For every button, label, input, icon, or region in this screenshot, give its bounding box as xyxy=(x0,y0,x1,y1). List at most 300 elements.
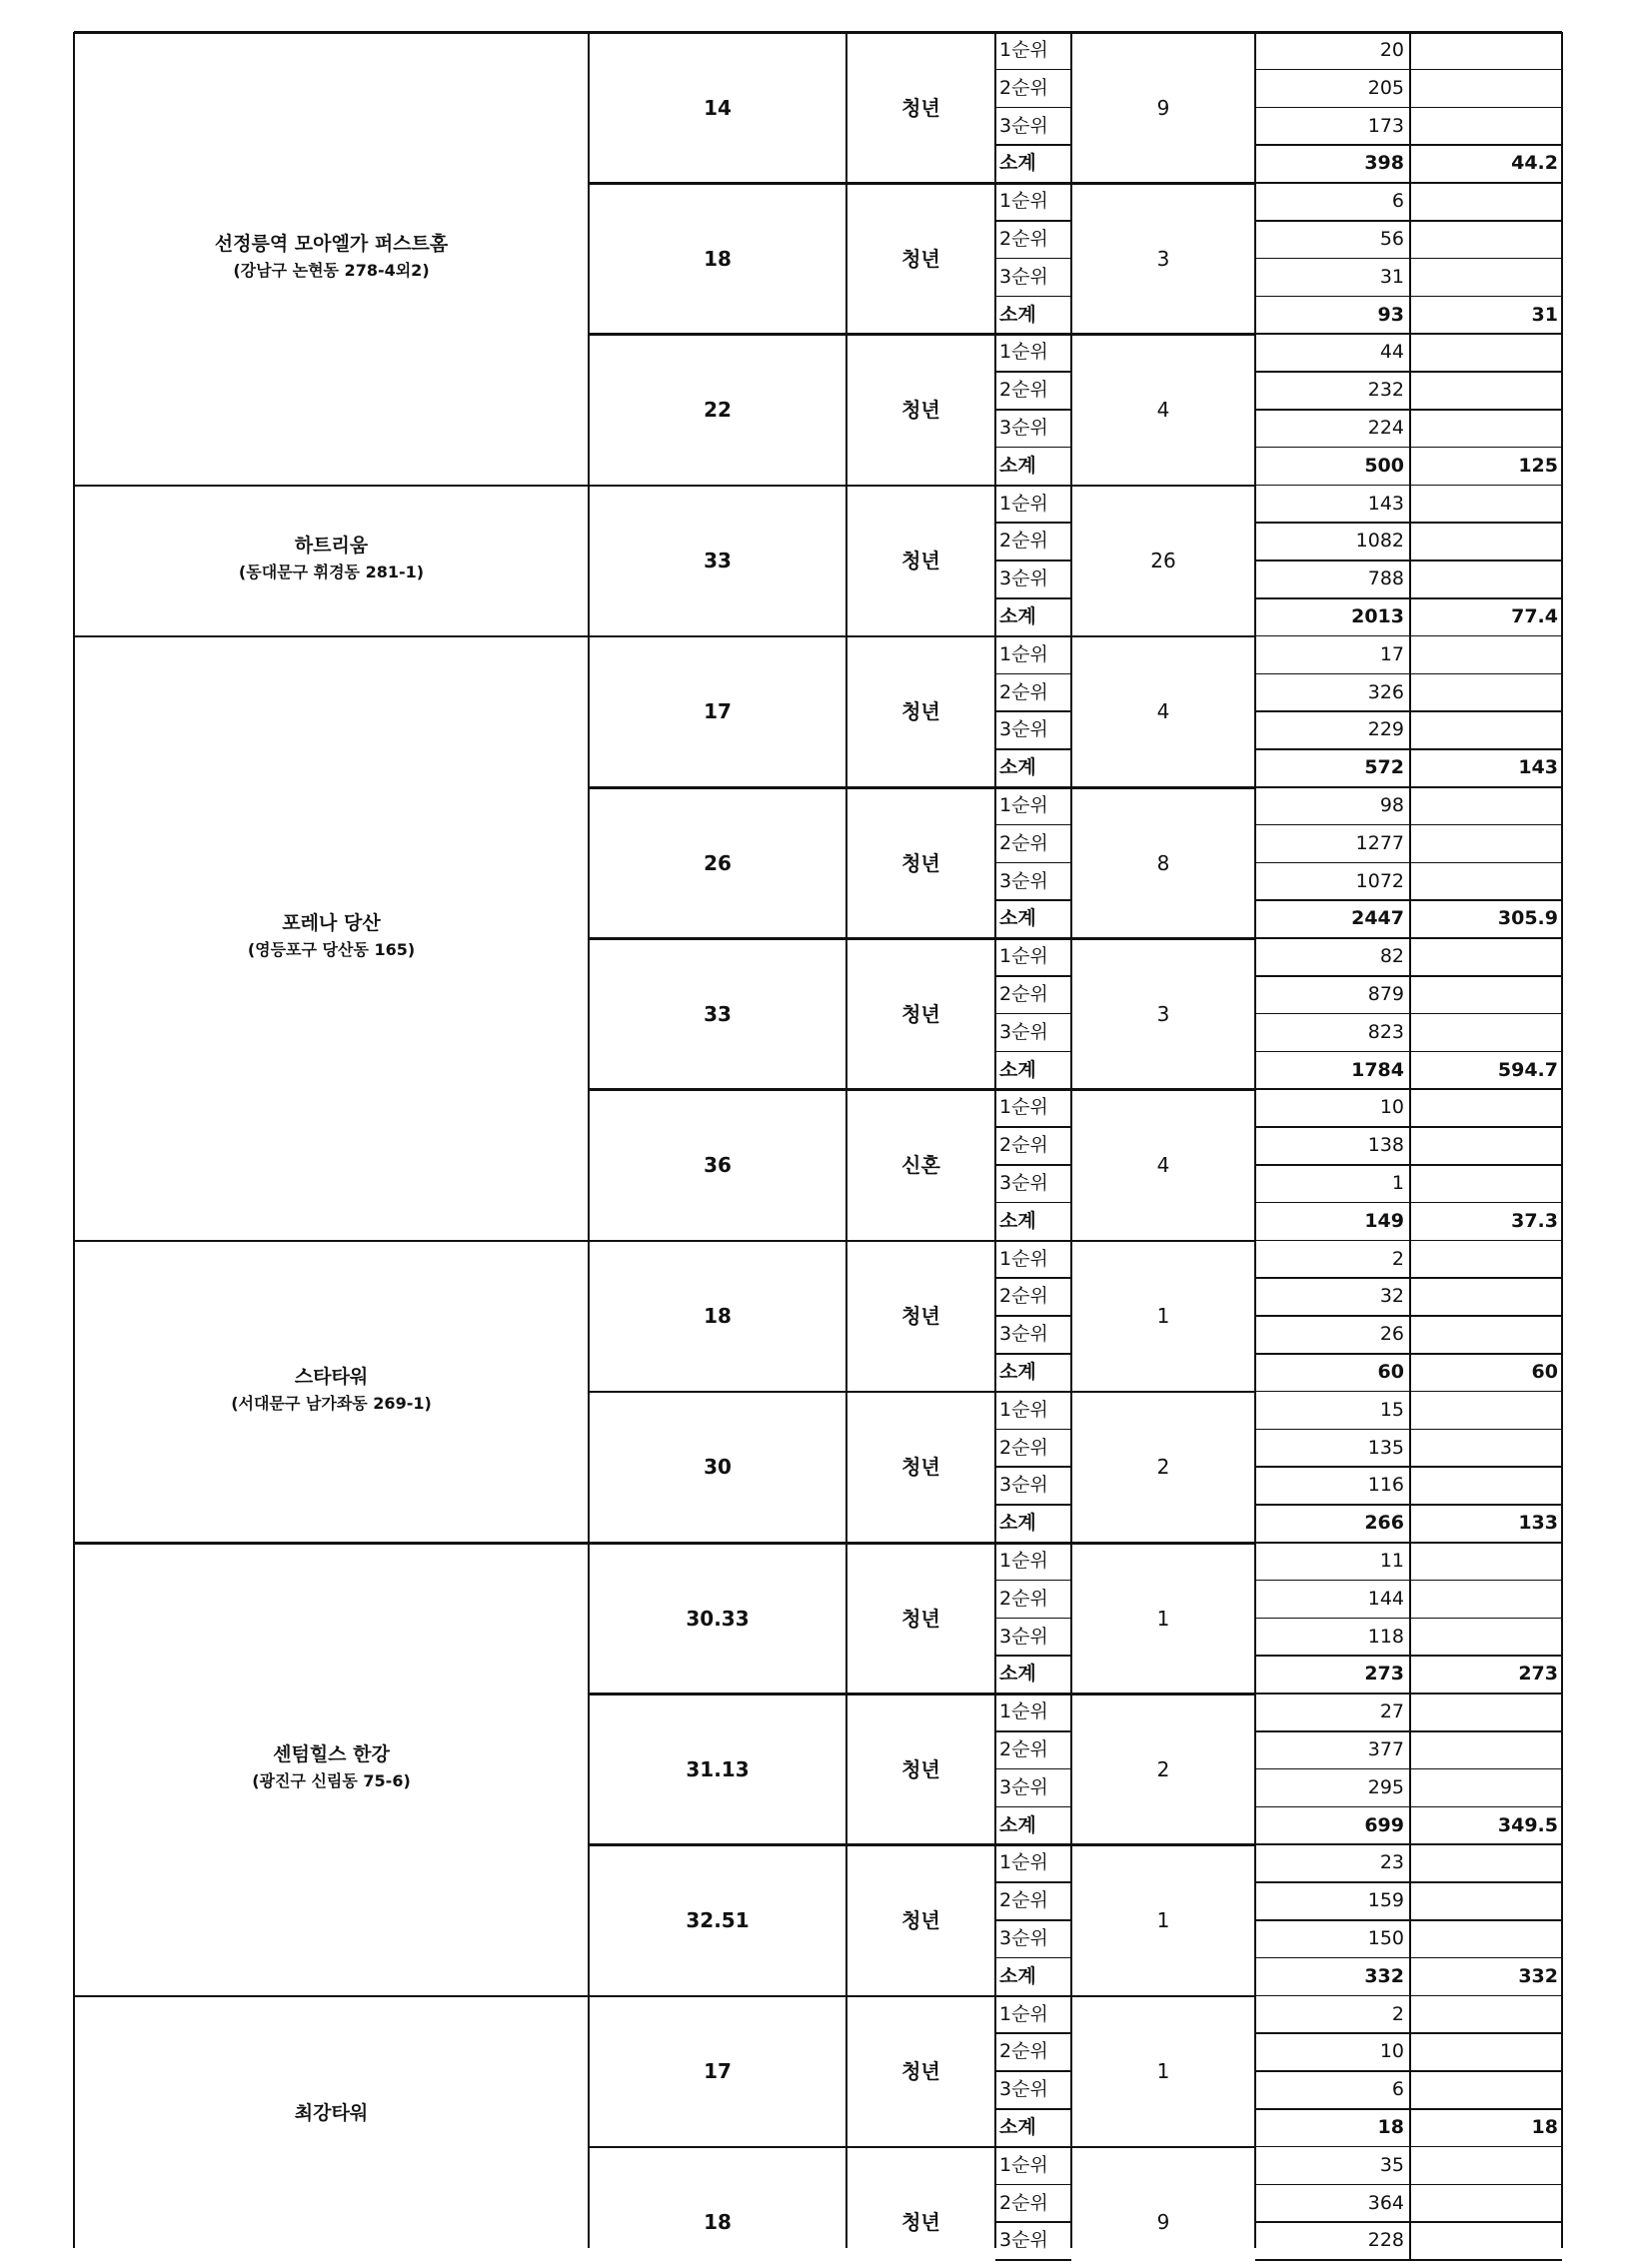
unit-area: 32.51 xyxy=(686,1908,750,1932)
applicant-count: 10 xyxy=(1379,1096,1404,1119)
competition-ratio: 349.5 xyxy=(1497,1813,1558,1836)
unit-count: 2 xyxy=(1156,1455,1170,1480)
ratio-col-rule xyxy=(1409,976,1411,1014)
unit-count: 1 xyxy=(1156,1908,1170,1932)
unit-border xyxy=(589,635,1255,638)
supply-type: 청년 xyxy=(901,95,940,120)
applicant-count: 23 xyxy=(1379,1851,1404,1874)
rank-label: 1순위 xyxy=(999,2002,1048,2025)
applicant-count: 364 xyxy=(1367,2191,1404,2214)
unit-border xyxy=(589,1088,1255,1091)
rank-row-rule xyxy=(995,1353,1071,1355)
table-top-border xyxy=(74,31,1562,34)
unit-border xyxy=(589,485,1255,488)
subtotal-label: 소계 xyxy=(999,2116,1036,2138)
competition-ratio: 125 xyxy=(1518,454,1558,477)
rank-row-rule xyxy=(995,2070,1071,2072)
rank-label: 3순위 xyxy=(999,567,1048,590)
rank-label: 3순위 xyxy=(999,1775,1048,1798)
rank-row-rule xyxy=(995,2108,1071,2110)
rank-label: 3순위 xyxy=(999,1020,1048,1043)
applicant-count: 31 xyxy=(1379,265,1404,288)
ratio-col-rule xyxy=(1409,2109,1411,2147)
ratio-col-rule xyxy=(1409,1694,1411,1731)
complex-name: 선정릉역 모아엘가 퍼스트홈 xyxy=(214,232,449,255)
ratio-col-rule xyxy=(1409,1581,1411,1619)
ratio-col-rule xyxy=(1409,410,1411,448)
unit-border xyxy=(589,1542,1255,1545)
applicant-count: 6 xyxy=(1391,190,1404,213)
rank-label: 3순위 xyxy=(999,1474,1048,1497)
vertical-rule xyxy=(1070,32,1072,2248)
complex-name: 하트리움 xyxy=(294,535,369,558)
rank-row-rule xyxy=(995,710,1071,712)
rank-row-rule xyxy=(995,2221,1071,2223)
rank-label: 3순위 xyxy=(999,1323,1048,1346)
rank-label: 1순위 xyxy=(999,341,1048,364)
competition-ratio: 273 xyxy=(1518,1663,1558,1686)
rank-label: 2순위 xyxy=(999,1436,1048,1459)
subtotal-value: 1784 xyxy=(1351,1058,1404,1081)
supply-type: 청년 xyxy=(901,2210,940,2235)
ratio-col-rule xyxy=(1409,749,1411,787)
group-border xyxy=(74,1240,589,1243)
subtotal-label: 소계 xyxy=(999,454,1036,477)
ratio-col-rule xyxy=(1409,70,1411,108)
complex-address: (영등포구 당산동 165) xyxy=(247,940,416,960)
rank-row-rule xyxy=(995,1580,1071,1582)
rank-row-rule xyxy=(995,447,1071,449)
unit-area: 30.33 xyxy=(686,1606,750,1631)
rank-row-rule xyxy=(995,1655,1071,1657)
complex-name: 센텀힐스 한강 xyxy=(273,1742,390,1765)
rank-row-rule xyxy=(995,1051,1071,1053)
rank-label: 3순위 xyxy=(999,1927,1048,1949)
group-border xyxy=(74,635,589,638)
applicant-count: 788 xyxy=(1367,567,1404,590)
ratio-col-rule xyxy=(1409,523,1411,561)
ratio-col-rule xyxy=(1409,1920,1411,1958)
ratio-col-rule xyxy=(1409,1014,1411,1052)
ratio-col-rule xyxy=(1409,1996,1411,2034)
ratio-col-rule xyxy=(1409,1052,1411,1090)
applicant-count: 295 xyxy=(1367,1775,1404,1798)
group-border xyxy=(74,1542,589,1545)
subtotal-value: 60 xyxy=(1377,1361,1404,1383)
applicant-count: 232 xyxy=(1367,379,1404,402)
rank-label: 3순위 xyxy=(999,1625,1048,1648)
subtotal-value: 572 xyxy=(1364,756,1404,779)
unit-border xyxy=(589,182,1255,185)
applicant-count: 377 xyxy=(1367,1738,1404,1760)
applicant-count: 27 xyxy=(1379,1701,1404,1723)
ratio-col-rule xyxy=(1409,1467,1411,1505)
competition-ratio: 143 xyxy=(1518,756,1558,779)
rank-label: 1순위 xyxy=(999,2153,1048,2176)
rank-label: 2순위 xyxy=(999,831,1048,854)
applicant-count: 135 xyxy=(1367,1436,1404,1459)
rank-row-rule xyxy=(995,862,1071,864)
subtotal-label: 소계 xyxy=(999,1361,1036,1383)
ratio-col-rule xyxy=(1409,900,1411,938)
ratio-col-rule xyxy=(1409,711,1411,749)
ratio-col-rule xyxy=(1409,32,1411,70)
rank-label: 1순위 xyxy=(999,1398,1048,1421)
rank-label: 2순위 xyxy=(999,1134,1048,1157)
rank-row-rule xyxy=(995,748,1071,750)
applicant-count: 150 xyxy=(1367,1927,1404,1949)
rank-row-rule xyxy=(995,2032,1071,2034)
ratio-col-rule xyxy=(1409,1203,1411,1241)
rank-row-rule xyxy=(995,1277,1071,1279)
unit-count: 1 xyxy=(1156,1606,1170,1631)
applicant-count: 144 xyxy=(1367,1587,1404,1610)
rank-label: 1순위 xyxy=(999,1701,1048,1723)
rank-label: 3순위 xyxy=(999,2078,1048,2101)
applicant-count: 229 xyxy=(1367,718,1404,741)
unit-area: 18 xyxy=(704,1304,732,1329)
ratio-col-rule xyxy=(1409,1430,1411,1468)
rank-row-rule xyxy=(995,597,1071,599)
competition-ratio: 305.9 xyxy=(1497,907,1558,930)
applicant-count: 17 xyxy=(1379,642,1404,665)
ratio-col-rule xyxy=(1409,1241,1411,1279)
applicant-count: 82 xyxy=(1379,945,1404,968)
applicant-count: 159 xyxy=(1367,1889,1404,1912)
subtotal-label: 소계 xyxy=(999,1964,1036,1987)
ratio-col-rule xyxy=(1409,372,1411,410)
rank-row-rule xyxy=(995,296,1071,298)
supply-type: 청년 xyxy=(901,1001,940,1026)
unit-area: 14 xyxy=(704,95,732,120)
applicant-count: 224 xyxy=(1367,417,1404,439)
rank-label: 3순위 xyxy=(999,1172,1048,1194)
complex-address: (동대문구 휘경동 281-1) xyxy=(238,563,425,582)
unit-count: 26 xyxy=(1150,549,1176,573)
applicant-count: 2 xyxy=(1391,2002,1404,2025)
subtotal-label: 소계 xyxy=(999,907,1036,930)
ratio-col-rule xyxy=(1409,636,1411,674)
rank-label: 1순위 xyxy=(999,1247,1048,1270)
ratio-col-rule xyxy=(1409,1958,1411,1996)
rank-label: 3순위 xyxy=(999,417,1048,439)
rank-label: 3순위 xyxy=(999,114,1048,137)
rank-label: 2순위 xyxy=(999,2191,1048,2214)
group-border xyxy=(74,485,589,488)
applicant-count: 98 xyxy=(1379,794,1404,816)
unit-area: 33 xyxy=(704,1001,732,1026)
rank-row-rule xyxy=(995,1126,1071,1128)
ratio-col-rule xyxy=(1409,938,1411,976)
unit-area: 17 xyxy=(704,2059,732,2084)
complex-address: (서대문구 남가좌동 269-1) xyxy=(231,1393,432,1413)
unit-area: 18 xyxy=(704,246,732,271)
applicant-count: 228 xyxy=(1367,2229,1404,2252)
applicant-count: 26 xyxy=(1379,1323,1404,1346)
unit-count: 3 xyxy=(1156,246,1170,271)
ratio-col-rule xyxy=(1409,1543,1411,1581)
applicant-count: 11 xyxy=(1379,1550,1404,1572)
rank-label: 2순위 xyxy=(999,983,1048,1005)
applicant-count: 1 xyxy=(1391,1172,1404,1194)
competition-ratio: 77.4 xyxy=(1511,605,1558,627)
applicant-count: 1082 xyxy=(1355,530,1404,553)
subtotal-value: 18 xyxy=(1377,2116,1404,2138)
rank-row-rule xyxy=(995,1202,1071,1204)
subtotal-value: 398 xyxy=(1364,152,1404,175)
rank-row-rule xyxy=(995,144,1071,146)
rank-row-rule xyxy=(995,1881,1071,1883)
rank-row-rule xyxy=(995,1957,1071,1959)
rank-label: 1순위 xyxy=(999,1096,1048,1119)
supply-type: 청년 xyxy=(901,1304,940,1329)
unit-border xyxy=(589,333,1255,336)
ratio-col-rule xyxy=(1409,448,1411,486)
subtotal-label: 소계 xyxy=(999,1209,1036,1232)
unit-area: 26 xyxy=(704,850,732,875)
rank-row-rule xyxy=(995,824,1071,826)
rank-row-rule xyxy=(995,1730,1071,1732)
applicant-count: 56 xyxy=(1379,228,1404,250)
complex-name: 포레나 당산 xyxy=(282,912,381,935)
vertical-rule xyxy=(73,32,75,2248)
ratio-col-rule xyxy=(1409,561,1411,598)
applicant-count: 44 xyxy=(1379,341,1404,364)
complex-name: 스타타워 xyxy=(294,1365,369,1388)
subtotal-label: 소계 xyxy=(999,605,1036,627)
ratio-col-rule xyxy=(1409,183,1411,221)
ratio-col-rule xyxy=(1409,334,1411,372)
subtotal-value: 93 xyxy=(1377,303,1404,326)
rank-label: 1순위 xyxy=(999,492,1048,515)
applicant-count: 20 xyxy=(1379,39,1404,61)
ratio-col-rule xyxy=(1409,825,1411,863)
vertical-rule xyxy=(588,32,590,2248)
ratio-col-rule xyxy=(1409,2071,1411,2109)
competition-ratio: 37.3 xyxy=(1511,1209,1558,1232)
rank-row-rule xyxy=(995,371,1071,373)
rank-row-rule xyxy=(995,673,1071,675)
rank-label: 2순위 xyxy=(999,530,1048,553)
competition-ratio: 133 xyxy=(1518,1512,1558,1535)
complex-address: (강남구 논현동 278-4외2) xyxy=(233,260,430,280)
subtotal-value: 699 xyxy=(1364,1813,1404,1836)
ratio-col-rule xyxy=(1409,1882,1411,1920)
ratio-col-rule xyxy=(1409,2222,1411,2260)
ratio-col-rule xyxy=(1409,297,1411,335)
rank-row-rule xyxy=(995,1429,1071,1431)
rank-label: 2순위 xyxy=(999,228,1048,250)
competition-ratio: 44.2 xyxy=(1511,152,1558,175)
supply-type: 청년 xyxy=(901,246,940,271)
subtotal-label: 소계 xyxy=(999,1813,1036,1836)
supply-type: 청년 xyxy=(901,1455,940,1480)
unit-area: 31.13 xyxy=(686,1756,750,1781)
ratio-col-rule xyxy=(1409,1656,1411,1694)
rank-label: 1순위 xyxy=(999,945,1048,968)
applicant-count: 1072 xyxy=(1355,869,1404,892)
ratio-col-rule xyxy=(1409,1127,1411,1165)
applicant-count: 6 xyxy=(1391,2078,1404,2101)
unit-area: 17 xyxy=(704,699,732,724)
unit-count: 4 xyxy=(1156,398,1170,422)
rank-row-rule xyxy=(995,1466,1071,1468)
ratio-col-rule xyxy=(1409,108,1411,146)
supply-type: 청년 xyxy=(901,699,940,724)
ratio-col-rule xyxy=(1409,1505,1411,1543)
ratio-col-rule xyxy=(1409,1392,1411,1430)
unit-area: 33 xyxy=(704,549,732,573)
unit-border xyxy=(589,1995,1255,1998)
unit-count: 1 xyxy=(1156,1304,1170,1329)
applicant-count: 326 xyxy=(1367,680,1404,703)
competition-ratio: 594.7 xyxy=(1497,1058,1558,1081)
rank-row-rule xyxy=(995,258,1071,260)
subtotal-value: 149 xyxy=(1364,1209,1404,1232)
rank-label: 1순위 xyxy=(999,642,1048,665)
rank-row-rule xyxy=(995,560,1071,562)
ratio-col-rule xyxy=(1409,145,1411,183)
applicant-count: 138 xyxy=(1367,1134,1404,1157)
complex-address: (광진구 신림동 75-6) xyxy=(252,1770,411,1790)
applicant-count: 205 xyxy=(1367,76,1404,99)
vertical-rule xyxy=(1561,32,1563,2248)
complex-name: 최강타워 xyxy=(294,2101,369,2124)
unit-border xyxy=(589,1843,1255,1846)
ratio-col-rule xyxy=(1409,2033,1411,2071)
subtotal-value: 2447 xyxy=(1351,907,1404,930)
subtotal-value: 500 xyxy=(1364,454,1404,477)
unit-area: 36 xyxy=(704,1153,732,1177)
group-border xyxy=(74,1995,589,1998)
rank-row-rule xyxy=(995,2259,1071,2261)
rank-label: 2순위 xyxy=(999,1285,1048,1308)
unit-count: 4 xyxy=(1156,699,1170,724)
rank-row-rule xyxy=(995,107,1071,109)
applicant-count: 32 xyxy=(1379,1285,1404,1308)
subtotal-label: 소계 xyxy=(999,303,1036,326)
subtotal-label: 소계 xyxy=(999,1663,1036,1686)
vertical-rule xyxy=(994,32,996,2248)
ratio-col-rule xyxy=(1409,1278,1411,1316)
rank-row-rule xyxy=(995,522,1071,524)
ratio-col-rule xyxy=(1409,1619,1411,1657)
ratio-col-rule xyxy=(1409,2185,1411,2223)
ratio-col-rule xyxy=(1409,1731,1411,1769)
supply-type: 청년 xyxy=(901,398,940,422)
ratio-col-rule xyxy=(1409,1769,1411,1807)
ratio-col-rule xyxy=(1409,598,1411,636)
rank-label: 2순위 xyxy=(999,1587,1048,1610)
subtotal-value: 332 xyxy=(1364,1964,1404,1987)
ratio-col-rule xyxy=(1409,259,1411,297)
ratio-col-rule xyxy=(1409,1165,1411,1203)
rank-row-rule xyxy=(995,220,1071,222)
unit-count: 3 xyxy=(1156,1001,1170,1026)
subtotal-label: 소계 xyxy=(999,1058,1036,1081)
subtotal-value: 266 xyxy=(1364,1512,1404,1535)
applicant-count: 35 xyxy=(1379,2153,1404,2176)
rank-row-rule xyxy=(995,975,1071,977)
applicant-count: 143 xyxy=(1367,492,1404,515)
unit-border xyxy=(589,937,1255,940)
ratio-col-rule xyxy=(1409,674,1411,712)
subtotal-label: 소계 xyxy=(999,1512,1036,1535)
supply-type: 청년 xyxy=(901,2059,940,2084)
rank-label: 1순위 xyxy=(999,1851,1048,1874)
competition-ratio: 18 xyxy=(1531,2116,1558,2138)
unit-area: 30 xyxy=(704,1455,732,1480)
supply-type: 청년 xyxy=(901,549,940,573)
unit-count: 2 xyxy=(1156,1756,1170,1781)
unit-border xyxy=(589,2146,1255,2149)
rank-row-rule xyxy=(995,899,1071,901)
vertical-rule xyxy=(1254,32,1256,2248)
ratio-col-rule xyxy=(1409,1807,1411,1845)
rank-row-rule xyxy=(995,1806,1071,1808)
subtotal-value: 2013 xyxy=(1351,605,1404,627)
competition-ratio: 332 xyxy=(1518,1964,1558,1987)
supply-type: 청년 xyxy=(901,1606,940,1631)
applicant-count: 173 xyxy=(1367,114,1404,137)
supply-type: 청년 xyxy=(901,1756,940,1781)
rank-label: 2순위 xyxy=(999,1738,1048,1760)
unit-border xyxy=(589,1240,1255,1243)
rank-row-rule xyxy=(995,2184,1071,2186)
rank-row-rule xyxy=(995,69,1071,71)
rank-label: 3순위 xyxy=(999,2229,1048,2252)
applicant-count: 2 xyxy=(1391,1247,1404,1270)
applicant-count: 1277 xyxy=(1355,831,1404,854)
ratio-col-rule xyxy=(1409,1354,1411,1392)
ratio-col-rule xyxy=(1409,787,1411,825)
applicant-count: 879 xyxy=(1367,983,1404,1005)
ratio-col-rule xyxy=(1409,221,1411,259)
ratio-col-rule xyxy=(1409,1089,1411,1127)
rank-label: 2순위 xyxy=(999,2040,1048,2063)
rank-row-rule xyxy=(995,1919,1071,1921)
vertical-rule xyxy=(845,32,847,2248)
applicant-count: 116 xyxy=(1367,1474,1404,1497)
unit-area: 22 xyxy=(704,398,732,422)
rank-label: 2순위 xyxy=(999,76,1048,99)
applicant-count: 10 xyxy=(1379,2040,1404,2063)
rank-label: 2순위 xyxy=(999,680,1048,703)
rank-row-rule xyxy=(995,1013,1071,1015)
rank-label: 3순위 xyxy=(999,718,1048,741)
unit-count: 1 xyxy=(1156,2059,1170,2084)
rank-row-rule xyxy=(995,1315,1071,1317)
rank-label: 3순위 xyxy=(999,869,1048,892)
rank-label: 3순위 xyxy=(999,265,1048,288)
rank-label: 2순위 xyxy=(999,379,1048,402)
ratio-col-rule xyxy=(1409,486,1411,524)
applicant-count: 15 xyxy=(1379,1398,1404,1421)
unit-count: 8 xyxy=(1156,850,1170,875)
applicant-count: 823 xyxy=(1367,1020,1404,1043)
unit-area: 18 xyxy=(704,2210,732,2235)
rank-row-rule xyxy=(995,1618,1071,1620)
competition-ratio: 60 xyxy=(1531,1361,1558,1383)
supply-type: 청년 xyxy=(901,1908,940,1932)
supply-type: 신혼 xyxy=(901,1153,940,1177)
competition-ratio: 31 xyxy=(1531,303,1558,326)
supply-type: 청년 xyxy=(901,850,940,875)
rank-label: 1순위 xyxy=(999,190,1048,213)
unit-count: 9 xyxy=(1156,95,1170,120)
ratio-col-rule xyxy=(1409,1316,1411,1354)
unit-count: 4 xyxy=(1156,1153,1170,1177)
